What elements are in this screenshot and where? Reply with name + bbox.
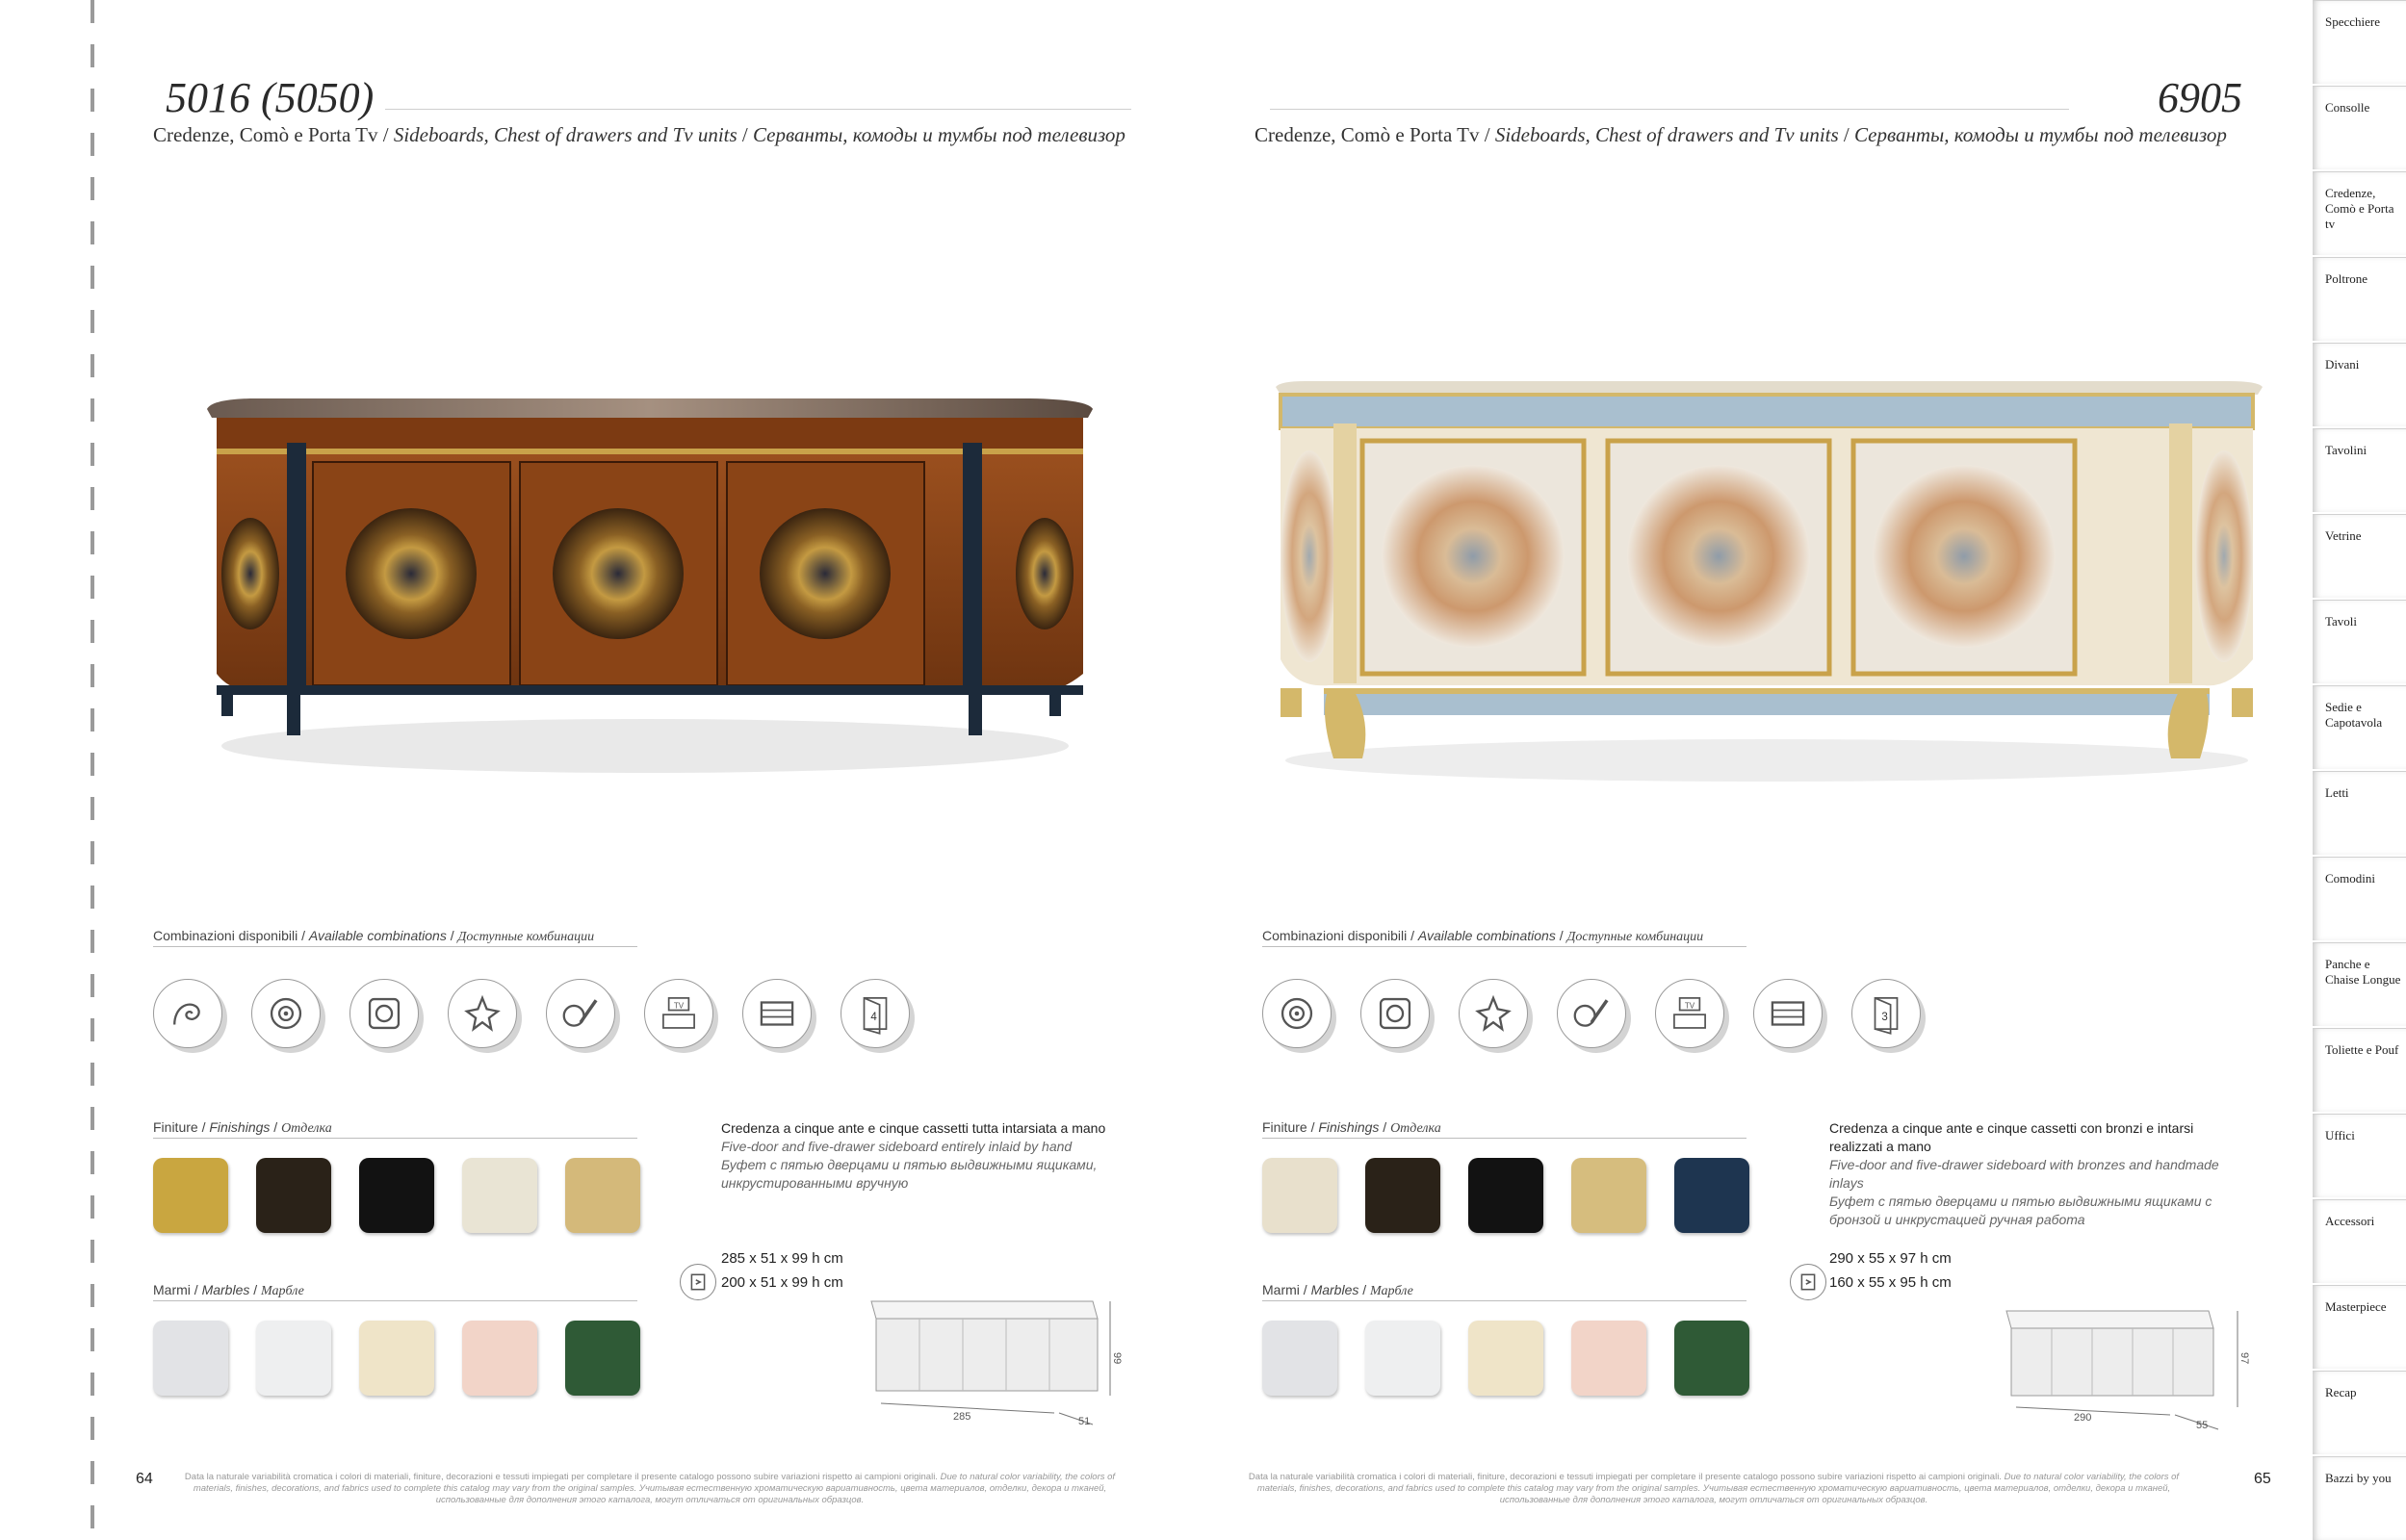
dimensions-list: 285 x 51 x 99 h cm 200 x 51 x 99 h cm: [721, 1250, 843, 1291]
marble-swatch[interactable]: [1365, 1321, 1440, 1396]
sketch-depth: 51: [1078, 1416, 1091, 1427]
marble-swatch[interactable]: [1262, 1321, 1337, 1396]
finishing-swatch[interactable]: [1468, 1158, 1543, 1233]
rosette-icon: [1262, 979, 1332, 1048]
finishing-swatch[interactable]: [256, 1158, 331, 1233]
marbles-swatches: [153, 1321, 640, 1396]
marble-swatch[interactable]: [462, 1321, 537, 1396]
sidebar-tab[interactable]: Uffici: [2313, 1114, 2406, 1197]
finishing-swatch[interactable]: [565, 1158, 640, 1233]
title-rule: [1270, 109, 2069, 110]
square-rosette-icon: [1360, 979, 1430, 1048]
product-photo: [193, 385, 1107, 789]
finishings-rule: [1262, 1138, 1746, 1139]
marble-swatch[interactable]: [1468, 1321, 1543, 1396]
marble-swatch[interactable]: [359, 1321, 434, 1396]
sketch-depth: 55: [2196, 1420, 2209, 1431]
sidebar-tab[interactable]: Poltrone: [2313, 257, 2406, 341]
sidebar-tab[interactable]: Specchiere: [2313, 0, 2406, 84]
product-photo: [1266, 366, 2267, 789]
finishings-label: Finiture / Finishings / Отделка: [153, 1119, 332, 1136]
flower-icon: [1459, 979, 1528, 1048]
finishing-swatch[interactable]: [1262, 1158, 1337, 1233]
sidebar-tab[interactable]: Panche e Chaise Longue: [2313, 942, 2406, 1026]
marble-swatch[interactable]: [1571, 1321, 1646, 1396]
page-number: 64: [136, 1471, 153, 1487]
category-subtitle: Credenze, Comò e Porta Tv / Sideboards, Chest of drawers and Tv units / Серванты, комоды и тумбы под телевизор: [153, 123, 1125, 146]
product-code: 6905: [2158, 74, 2242, 121]
combinations-icons: [153, 979, 910, 1048]
finishing-swatch[interactable]: [1365, 1158, 1440, 1233]
door-4-icon: [841, 979, 910, 1048]
page-number: 65: [2254, 1471, 2271, 1487]
sidebar-tab[interactable]: Tavolini: [2313, 428, 2406, 512]
sidebar-tab[interactable]: Masterpiece: [2313, 1285, 2406, 1369]
category-subtitle: Credenze, Comò e Porta Tv / Sideboards, Chest of drawers and Tv units / Серванты, комоды и тумбы под телевизор: [1255, 123, 2227, 146]
disclaimer: Data la naturale variabilità cromatica i colori di materiali, finiture, decorazioni e tessuti impiegati per completare il presente catalogo possono subire variazioni rispetto ai campioni originali. Due to natural color variability, the colors of materials, finishes, decorations, and fabrics used to complete this catalog may vary from the original samples. Учитывая естественную хроматическую вариативность, цвета материалов, отделки, декора и тканей, использованные для дополнения этого каталога, могут отличаться от оригинальных образцов.: [184, 1472, 1116, 1505]
sidebar-tab[interactable]: Recap: [2313, 1371, 2406, 1454]
combinations-icons: [1262, 979, 1921, 1048]
finishings-swatches: [153, 1158, 640, 1233]
sidebar-tab[interactable]: Consolle: [2313, 86, 2406, 169]
door-3-icon: [1851, 979, 1921, 1048]
sidebar-tab[interactable]: Accessori: [2313, 1199, 2406, 1283]
carving-icon: [153, 979, 222, 1048]
marbles-label: Marmi / Marbles / Марбле: [153, 1282, 304, 1298]
combinations-label: Combinazioni disponibili / Available combinations / Доступные комбинации: [153, 928, 595, 944]
marble-swatch[interactable]: [256, 1321, 331, 1396]
sidebar-tab[interactable]: Vetrine: [2313, 514, 2406, 598]
dimension-door-icon: [1790, 1264, 1826, 1300]
finishing-swatch[interactable]: [1674, 1158, 1749, 1233]
svg-text:3: 3: [1881, 1011, 1888, 1023]
paint-brush-icon: [1557, 979, 1626, 1048]
svg-text:TV: TV: [1684, 1001, 1695, 1011]
marbles-rule: [153, 1300, 637, 1301]
marble-swatch[interactable]: [1674, 1321, 1749, 1396]
sidebar-tab[interactable]: Tavoli: [2313, 600, 2406, 683]
product-description: Credenza a cinque ante e cinque cassetti tutta intarsiata a mano Five-door and five-drawer sideboard entirely inlaid by hand Буфет с пятью дверцами и пятью выдвижными ящиками, инкрустированными вручную: [721, 1120, 1106, 1191]
marbles-swatches: [1262, 1321, 1749, 1396]
dimension-sketch: [862, 1290, 1131, 1434]
dimension-door-icon: [680, 1264, 716, 1300]
finishing-swatch[interactable]: [1571, 1158, 1646, 1233]
square-rosette-icon: [349, 979, 419, 1048]
svg-text:TV: TV: [673, 1001, 685, 1011]
product-description: Credenza a cinque ante e cinque cassetti con bronzi e intarsi realizzati a mano Five-door and five-drawer sideboard with bronzes and handmade inlays Буфет с пятью дверцами и пятью выдвижными ящиками с бронзой и инкрустацией ручная работа: [1829, 1120, 2219, 1227]
rosette-icon: [251, 979, 321, 1048]
sidebar-tab[interactable]: Comodini: [2313, 857, 2406, 940]
drawers-icon: [1753, 979, 1823, 1048]
dimensions-list: 290 x 55 x 97 h cm 160 x 55 x 95 h cm: [1829, 1250, 1952, 1291]
sidebar-tab[interactable]: Letti: [2313, 771, 2406, 855]
title-rule: [385, 109, 1131, 110]
finishing-swatch[interactable]: [153, 1158, 228, 1233]
sketch-width: 285: [953, 1411, 971, 1423]
sketch-height: 99: [1111, 1352, 1123, 1365]
marbles-label: Marmi / Marbles / Марбле: [1262, 1282, 1413, 1298]
finishing-swatch[interactable]: [462, 1158, 537, 1233]
marbles-rule: [1262, 1300, 1746, 1301]
marble-swatch[interactable]: [565, 1321, 640, 1396]
category-sidebar: [2313, 0, 2406, 1540]
sidebar-tab[interactable]: Bazzi by you: [2313, 1456, 2406, 1540]
combinations-label: Combinazioni disponibili / Available combinations / Доступные комбинации: [1262, 928, 1704, 944]
sidebar-tab[interactable]: Toliette e Pouf: [2313, 1028, 2406, 1112]
sketch-width: 290: [2074, 1412, 2092, 1424]
sidebar-tab[interactable]: Sedie e Capotavola: [2313, 685, 2406, 769]
sidebar-tab[interactable]: Credenze, Comò e Porta tv: [2313, 171, 2406, 255]
finishings-rule: [153, 1138, 637, 1139]
right-page: [1203, 0, 2311, 1540]
combinations-rule: [153, 946, 637, 947]
tv-unit-icon: [644, 979, 713, 1048]
drawers-icon: [742, 979, 812, 1048]
sketch-height: 97: [2238, 1352, 2250, 1365]
finishing-swatch[interactable]: [359, 1158, 434, 1233]
svg-text:4: 4: [870, 1011, 877, 1023]
finishings-swatches: [1262, 1158, 1749, 1233]
finishings-label: Finiture / Finishings / Отделка: [1262, 1119, 1441, 1136]
tv-unit-icon: [1655, 979, 1724, 1048]
product-code: 5016 (5050): [166, 74, 375, 121]
marble-swatch[interactable]: [153, 1321, 228, 1396]
disclaimer: Data la naturale variabilità cromatica i colori di materiali, finiture, decorazioni e tessuti impiegati per completare il presente catalogo possono subire variazioni rispetto ai campioni originali. Due to natural color variability, the colors of materials, finishes, decorations, and fabrics used to complete this catalog may vary from the original samples. Учитывая естественную хроматическую вариативность, цвета материалов, отделки, декора и тканей, использованные для дополнения этого каталога, могут отличаться от оригинальных образцов.: [1248, 1472, 2180, 1505]
flower-icon: [448, 979, 517, 1048]
paint-brush-icon: [546, 979, 615, 1048]
sidebar-tab[interactable]: Divani: [2313, 343, 2406, 426]
dimension-sketch: [1997, 1299, 2286, 1444]
combinations-rule: [1262, 946, 1746, 947]
